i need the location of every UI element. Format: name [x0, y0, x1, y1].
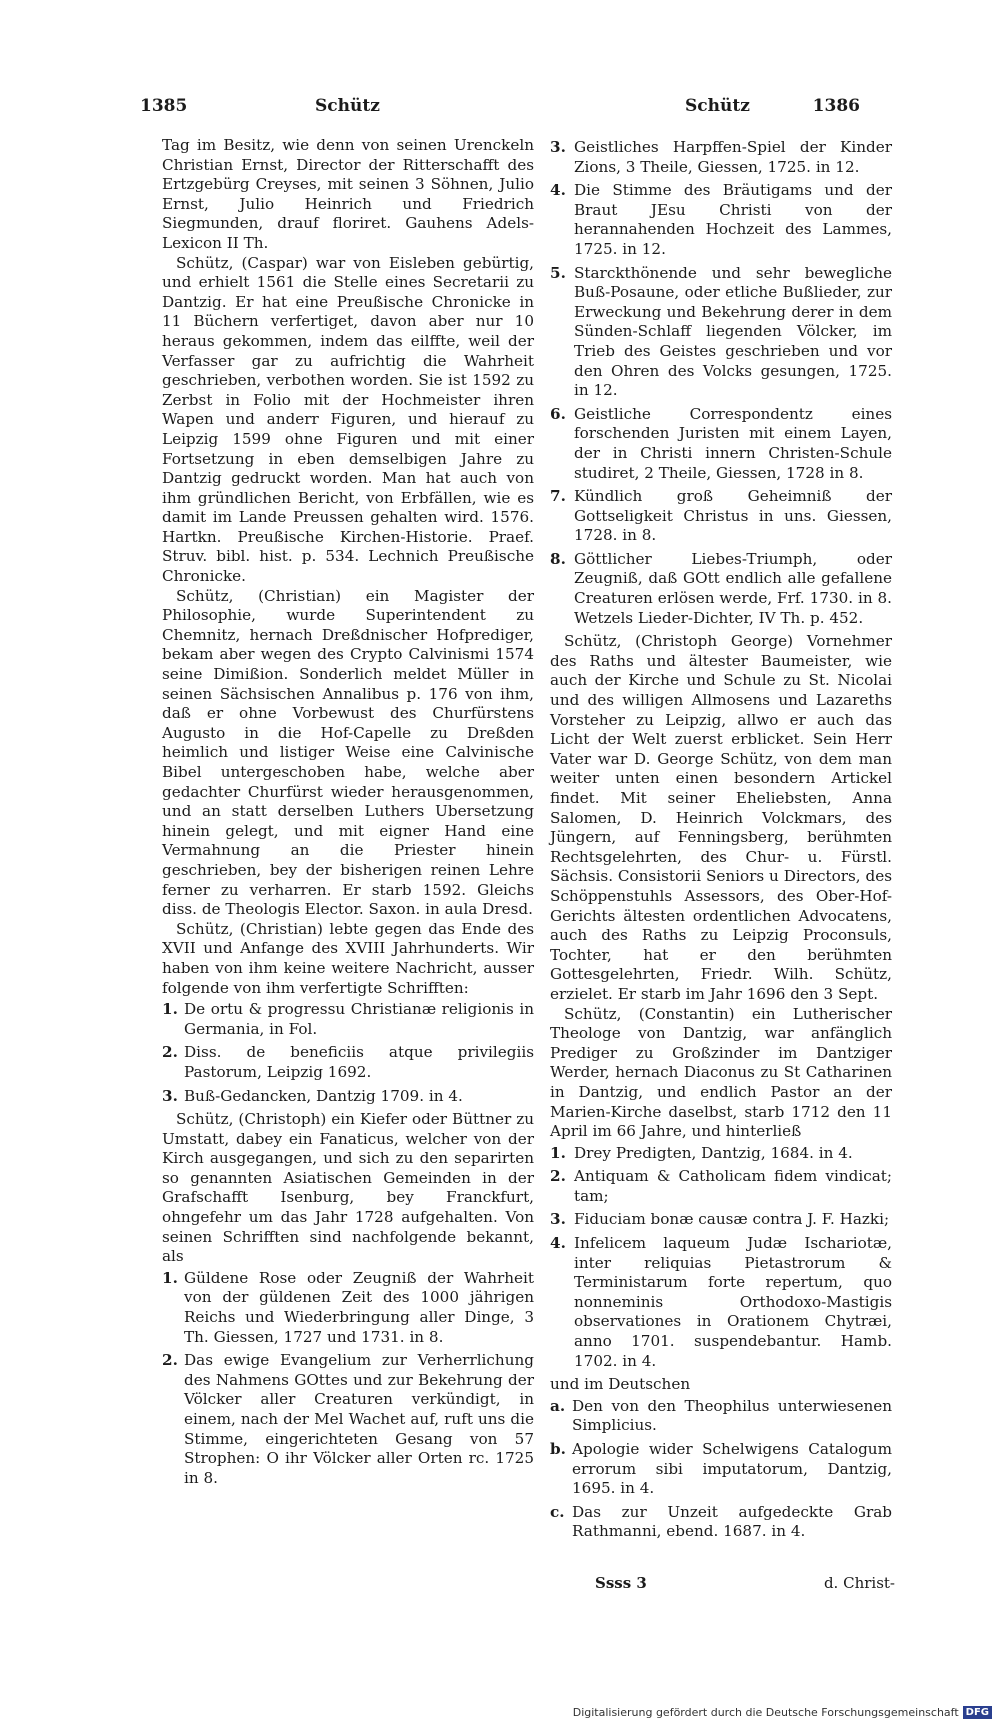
works-list-christoph: [162, 1269, 534, 1489]
list-item: 3. Geistliches Harpffen-Spiel der Kinder Zions, 3 Theile, Giessen, 1725. in 12.: [550, 138, 892, 176]
entry-constantin: Schütz, (Constantin) ein Lutherischer Theologe von Dantzig, war anfänglich Prediger zu Großzinder im Dantziger Werder, hernach Diaconus zu St Catharinen in Dantzig, und endlich Pastor an der Marien-Kirche daselbst, starb 1712 den 11 April im 66 Jahre, und hinterließ: [550, 1004, 892, 1141]
works-list-german: [550, 1397, 892, 1542]
page-number-right: 1386: [812, 96, 860, 116]
german-works-heading: und im Deutschen: [550, 1375, 691, 1394]
list-item: 8. Göttlicher Liebes-Triumph, oder Zeugniß, daß GOtt endlich alle gefallene Creaturen erlösen werde, Frf. 1730. in 8. Wetzels Lieder-Dichter, IV Th. p. 452.: [550, 549, 892, 627]
list-item: 2. Antiquam & Catholicam fidem vindicat; tam;: [550, 1167, 892, 1205]
list-item: 1. De ortu & progressu Christianæ religionis in Germania, in Fol.: [162, 1000, 534, 1038]
list-item: 1. Güldene Rose oder Zeugniß der Wahrheit von der güldenen Zeit des 1000 jährigen Reichs und Wiederbringung aller Dinge, 3 Th. Giessen, 1727 und 1731. in 8.: [162, 1268, 534, 1346]
headword-right: Schütz: [685, 96, 750, 116]
list-item: 5. Starckthönende und sehr bewegliche Buß-Posaune, oder etliche Bußlieder, zur Erweckung und Bekehrung derer in dem Sünden-Schlaff liegenden Völcker, im Trieb des Geistes geschrieben und vor den Ohren des Volcks gesungen, 1725. in 12.: [550, 263, 892, 400]
digitization-credit: [573, 1706, 992, 1719]
works-list-christoph-cont: [550, 138, 892, 628]
list-item: a. Den von den Theophilus unterwiesenen Simplicius.: [550, 1396, 892, 1435]
signature-mark: Ssss 3: [595, 1574, 647, 1592]
right-column: [550, 136, 892, 1546]
catchword: d. Christ-: [823, 1574, 895, 1592]
list-item: 3. Fiduciam bonæ causæ contra J. F. Hazki;: [550, 1210, 890, 1229]
list-item: 4. Die Stimme des Bräutigams und der Braut JEsu Christi von der herannahenden Hochzeit des Lammes, 1725. in 12.: [550, 181, 892, 258]
list-item: 6. Geistliche Correspondentz eines forschenden Juristen mit einem Layen, der in Christi innern Christen-Schule studiret, 2 Theile, Giessen, 1728 in 8.: [550, 404, 892, 482]
works-list-christian: [162, 1000, 534, 1106]
list-item: 7. Kündlich groß Geheimniß der Gottseligkeit Christus in uns. Giessen, 1728. in 8.: [550, 487, 892, 545]
left-column: [162, 136, 534, 1492]
continued-paragraph: Tag im Besitz, wie denn von seinen Urenckeln Christian Ernst, Director der Ritterschafft des Ertzgebürg Creyses, mit seinen 3 Söhnen, Julio Ernst, Julio Heinrich und Friedrich Siegmunden, drauf floriret. Gauhens Adels-Lexicon II Th.: [162, 136, 534, 252]
page-number-left: 1385: [140, 96, 188, 116]
entry-christoph-george: Schütz, (Christoph George) Vornehmer des Raths und ältester Baumeister, wie auch der Kirche und Schule zu St. Nicolai und des willigen Allmosens und Lazareths Vorsteher zu Leipzig, allwo er auch das Licht der Welt zuerst erblicket. Sein Herr Vater war D. George Schütz, von dem man weiter unten einen besondern Artickel findet. Mit seiner Eheliebsten, Anna Salomen, D. Heinrich Volckmars, des Jüngern, auf Fenningsberg, berühmten Rechtsgelehrten, des Chur- u. Fürstl. Sächsis. Consistorii Seniors u Directors, des Schöppenstuhls Assessors, des Ober-Hof-Gerichts ältesten ordentlichen Advocatens, auch des Raths zu Leipzig Proconsuls, Tochter, hat er den berühmten Gottesgelehrten, Friedr. Wilh. Schütz, erzielet. Er starb im Jahr 1696 den 3 Sept.: [550, 632, 892, 1003]
page-header: [140, 96, 860, 136]
works-list-constantin: [550, 1144, 892, 1372]
entry-caspar: Schütz, (Caspar) war von Eisleben gebürtig, und erhielt 1561 die Stelle eines Secretarii zu Dantzig. Er hat eine Preußische Chronicke in 11 Büchern verfertiget, davon aber nur 10 heraus gekommen, indem das eilffte, weil der Verfasser gar zu aufrichtig die Wahrheit geschrieben, verbothen worden. Sie ist 1592 zu Zerbst in Folio mit der Hochmeister ihren Wapen und anderr Figuren, und hierauf zu Leipzig 1599 ohne Figuren und mit einer Fortsetzung in eben demselbigen Jahre zu Dantzig gedruckt worden. Man hat auch von ihm gründlichen Bericht, von Erbfällen, wie es damit im Lande Preussen gehalten wird. 1576. Hartkn. Preußische Kirchen-Historie. Praef. Struv. bibl. hist. p. 534. Lechnich Preußische Chronicke.: [162, 253, 534, 586]
entry-christian-2: Schütz, (Christian) lebte gegen das Ende des XVII und Anfange des XVIII Jahrhunderts. Wir haben von ihm keine weitere Nachricht, ausser folgende von ihm verfertigte Schrifften:: [162, 919, 534, 997]
entry-christoph: Schütz, (Christoph) ein Kiefer oder Büttner zu Umstatt, dabey ein Fanaticus, welcher von der Kirch ausgegangen, und sich zu den separirten so genannten Asiatischen Gemeinden in der Grafschafft Isenburg, bey Franckfurt, ohngefehr um das Jahr 1728 aufgehalten. Von seinen Schrifften sind nachfolgende bekannt, als: [162, 1110, 534, 1266]
list-item: 1. Drey Predigten, Dantzig, 1684. in 4.: [550, 1143, 853, 1162]
list-item: 2. Das ewige Evangelium zur Verherrlichung des Nahmens GOttes und zur Bekehrung der Völcker aller Creaturen verkündigt, in einem, nach der Mel Wachet auf, ruft uns die Stimme, eingerichteten Gesang von 57 Strophen: O ihr Völcker aller Orten rc. 1725 in 8.: [162, 1351, 534, 1487]
dfg-logo-icon: DFG: [963, 1706, 992, 1719]
headword-left: Schütz: [315, 96, 380, 116]
entry-christian-1: Schütz, (Christian) ein Magister der Philosophie, wurde Superintendent zu Chemnitz, hernach Dreßdnischer Hofprediger, bekam aber wegen des Crypto Calvinismi 1574 seine Dimißion. Sonderlich meldet Müller in seinen Sächsischen Annalibus p. 176 von ihm, daß er ohne Vorbewust des Churfürstens Augusto in die Hof-Capelle zu Dreßden heimlich und listiger Weise eine Calvinische Bibel untergeschoben habe, welche aber gedachter Churfürst wieder herausgenommen, und an statt derselben Luthers Ubersetzung hinein gelegt, und mit eigner Hand eine Vermahnung an die Priester hinein geschrieben, bey der bisherigen reinen Lehre ferner zu verharren. Er starb 1592. Gleichs diss. de Theologis Elector. Saxon. in aula Dresd.: [162, 586, 534, 919]
list-item: 3. Buß-Gedancken, Dantzig 1709. in 4.: [162, 1086, 463, 1105]
list-item: 4. Infelicem laqueum Judæ Ischariotæ, inter reliquias Pietastrorum & Terministarum forte repertum, quo nonneminis Orthodoxo-Mastigis observationes in Orationem Chytræi, anno 1701. suspendebantur. Hamb. 1702. in 4.: [550, 1234, 892, 1370]
credit-text: Digitalisierung gefördert durch die Deutsche Forschungsgemeinschaft: [572, 1706, 959, 1719]
list-item: 2. Diss. de beneficiis atque privilegiis Pastorum, Leipzig 1692.: [162, 1043, 534, 1081]
list-item: b. Apologie wider Schelwigens Catalogum errorum sibi imputatorum, Dantzig, 1695. in 4.: [550, 1440, 892, 1498]
list-item: c. Das zur Unzeit aufgedeckte Grab Rathmanni, ebend. 1687. in 4.: [550, 1502, 892, 1541]
